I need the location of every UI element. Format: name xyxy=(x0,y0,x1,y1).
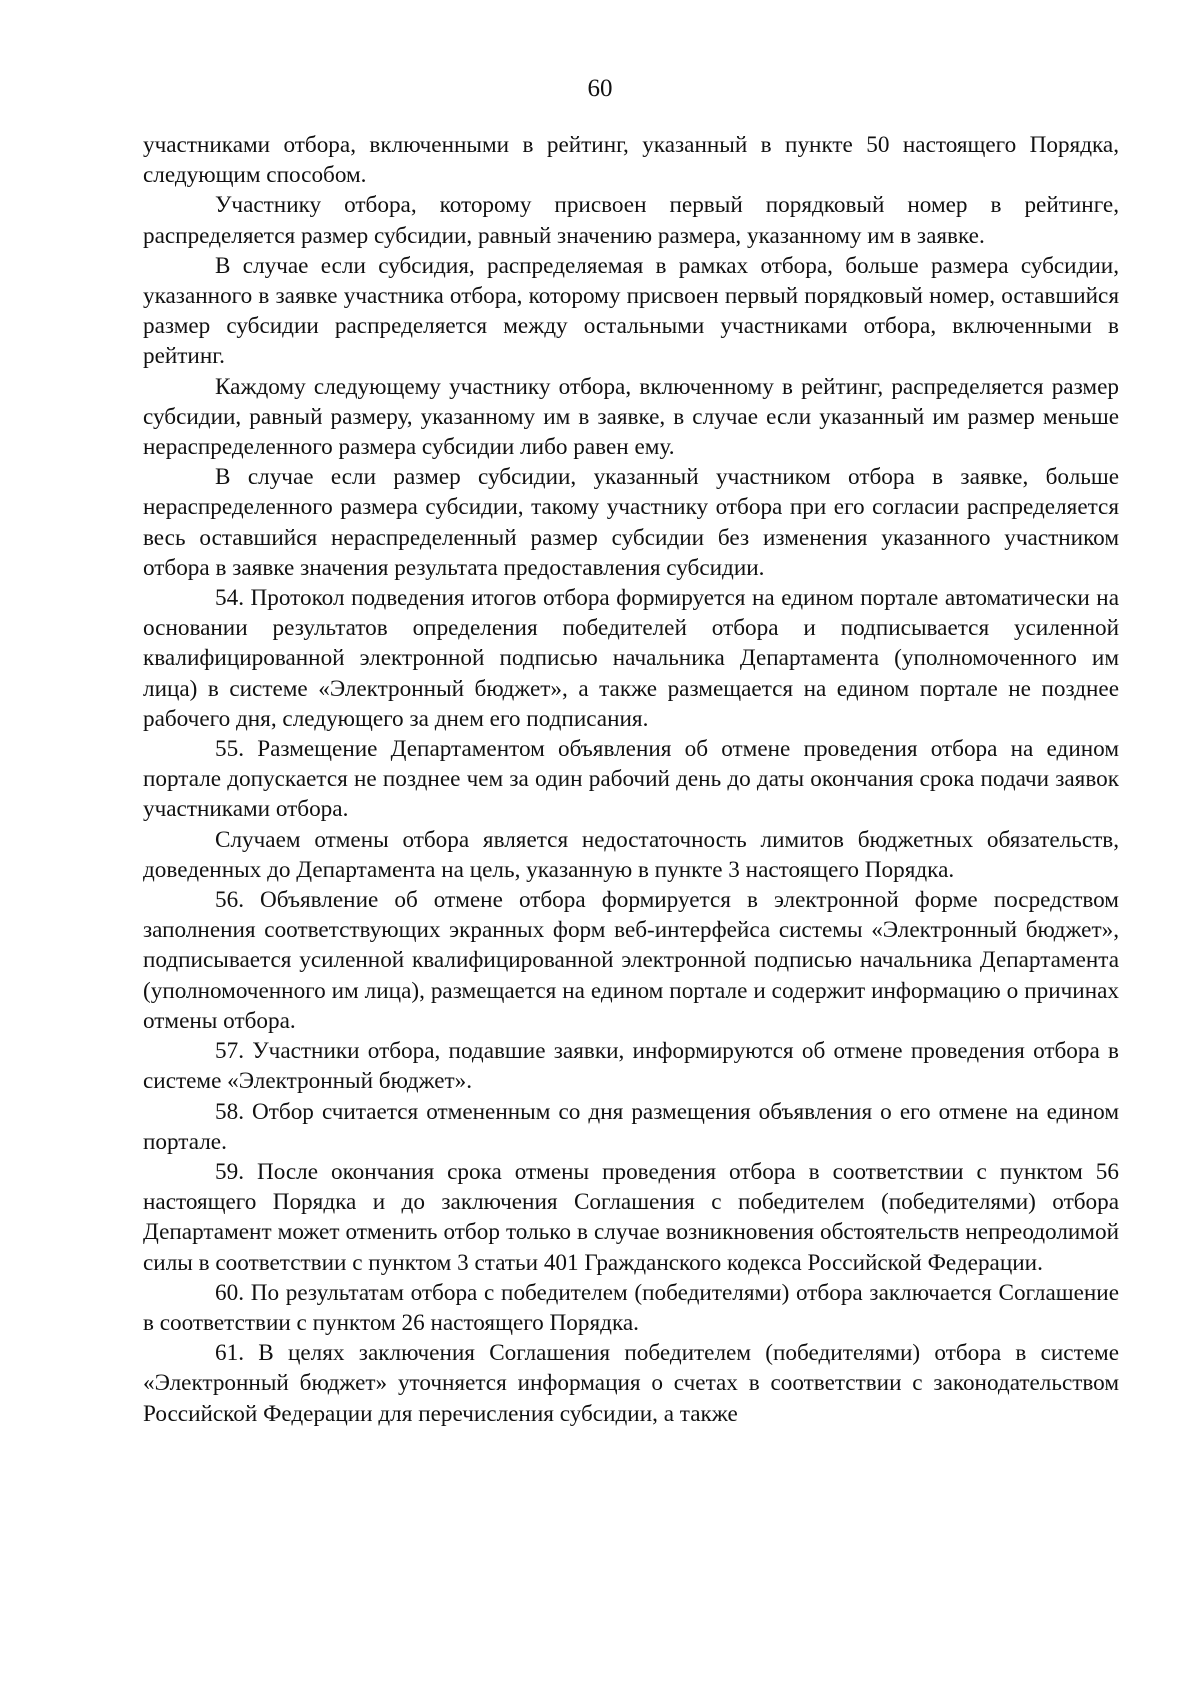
paragraph-item-61: 61. В целях заключения Соглашения победителем (победителями) отбора в системе «Электронный бюджет» уточняется информация о счетах в соответствии с законодательством Российской Федерации для перечисления субсидии, а также xyxy=(143,1340,1119,1427)
paragraph-item-60: 60. По результатам отбора с победителем (победителями) отбора заключается Соглашение в соответствии с пунктом 26 настоящего Порядка. xyxy=(143,1279,1119,1336)
paragraph: Случаем отмены отбора является недостаточность лимитов бюджетных обязательств, доведенных до Департамента на цель, указанную в пункте 3 настоящего Порядка. xyxy=(143,826,1119,883)
paragraph: Каждому следующему участнику отбора, включенному в рейтинг, распределяется размер субсидии, равный размеру, указанному им в заявке, в случае если указанный им размер меньше нераспределенного размера субсидии либо равен ему. xyxy=(143,373,1119,461)
paragraph-item-58: 58. Отбор считается отмененным со дня размещения объявления о его отмене на едином портале. xyxy=(143,1098,1119,1155)
paragraph-continuation: участниками отбора, включенными в рейтинг, указанный в пункте 50 настоящего Порядка, следующим способом. xyxy=(143,132,1119,189)
paragraph: В случае если субсидия, распределяемая в рамках отбора, больше размера субсидии, указанного в заявке участника отбора, которому присвоен первый порядковый номер, оставшийся размер субсидии распределяется между остальными участниками отбора, включенными в рейтинг. xyxy=(143,252,1119,370)
paragraph: В случае если размер субсидии, указанный участником отбора в заявке, больше нераспределенного размера субсидии, такому участнику отбора при его согласии распределяется весь оставшийся нераспределенный размер субсидии без изменения указанного участником отбора в заявке значения результата предоставления субсидии. xyxy=(143,464,1119,581)
paragraph-item-59: 59. После окончания срока отмены проведения отбора в соответствии с пунктом 56 настоящего Порядка и до заключения Соглашения с победителем (победителями) отбора Департамент может отменить отбор только в случае возникновения обстоятельств непреодолимой силы в соответствии с пунктом 3 статьи 401 Гражданского кодекса Российской Федерации. xyxy=(143,1158,1119,1276)
paragraph-item-55: 55. Размещение Департаментом объявления об отмене проведения отбора на едином портале допускается не позднее чем за один рабочий день до даты окончания срока подачи заявок участниками отбора. xyxy=(143,736,1119,823)
document-body xyxy=(143,130,1119,1429)
paragraph-item-57: 57. Участники отбора, подавшие заявки, информируются об отмене проведения отбора в системе «Электронный бюджет». xyxy=(143,1038,1119,1095)
paragraph-item-54: 54. Протокол подведения итогов отбора формируется на едином портале автоматически на основании результатов определения победителей отбора и подписывается усиленной квалифицированной электронной подписью начальника Департамента (уполномоченного им лица) в системе «Электронный бюджет», а также размещается на едином портале не позднее рабочего дня, следующего за днем его подписания. xyxy=(143,585,1119,732)
paragraph-item-56: 56. Объявление об отмене отбора формируется в электронной форме посредством заполнения соответствующих экранных форм веб-интерфейса системы «Электронный бюджет», подписывается усиленной квалифицированной электронной подписью начальника Департамента (уполномоченного им лица), размещается на едином портале и содержит информацию о причинах отмены отбора. xyxy=(143,887,1119,1034)
paragraph: Участнику отбора, которому присвоен первый порядковый номер в рейтинге, распределяется размер субсидии, равный значению размера, указанному им в заявке. xyxy=(143,192,1119,249)
page-number: 60 xyxy=(587,75,613,102)
